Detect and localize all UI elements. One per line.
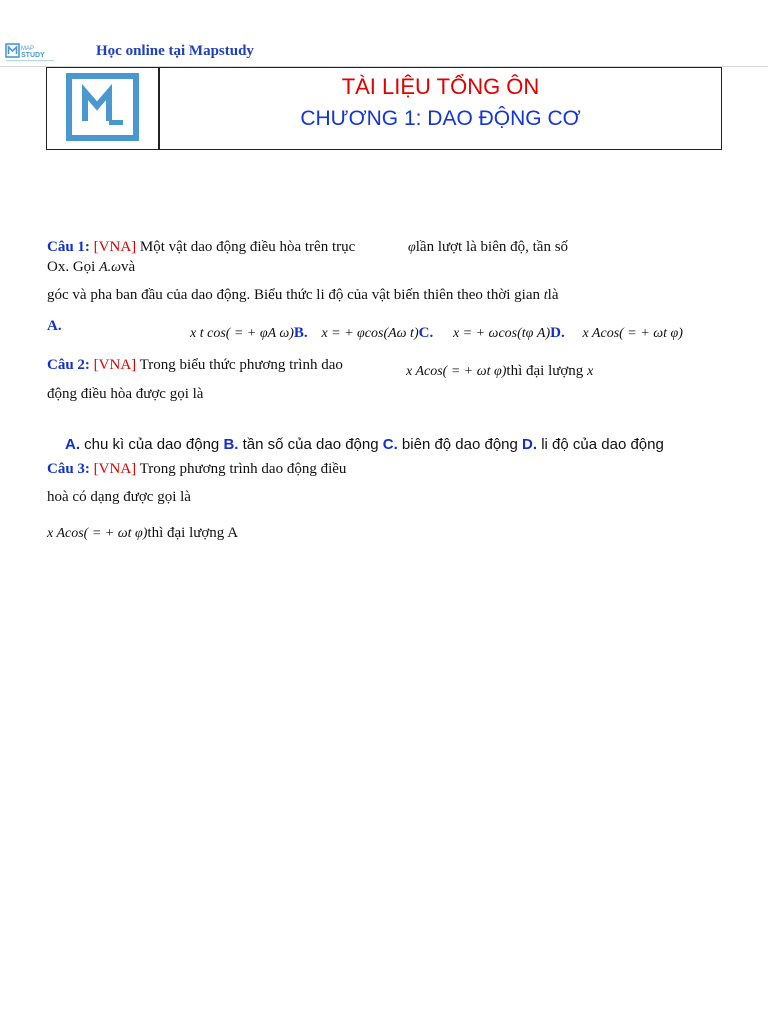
- math-symbol: φ: [408, 240, 416, 255]
- option-a-label: A.: [65, 436, 80, 453]
- mapstudy-logo: [66, 73, 139, 141]
- option-a-text: chu kì của dao động: [84, 436, 220, 453]
- question-2-line-1: [47, 357, 343, 374]
- question-tag: [VNA]: [93, 357, 137, 373]
- title-line-2: CHƯƠNG 1: DAO ĐỘNG CƠ: [300, 107, 581, 130]
- option-b-formula: x = + φcos(Aω t): [321, 326, 419, 341]
- question-number: Câu 3:: [47, 461, 90, 477]
- question-number: Câu 2:: [47, 357, 90, 373]
- question-tag: [VNA]: [93, 461, 137, 477]
- option-d-text: li độ của dao động: [541, 436, 664, 453]
- question-number: Câu 1:: [47, 239, 90, 255]
- svg-text:STUDY: STUDY: [21, 52, 45, 59]
- question-3-line-1: [47, 461, 346, 478]
- question-text: Một vật dao động điều hòa trên trục: [139, 239, 356, 255]
- question-1-line-1-cont: [408, 239, 568, 256]
- question-text: Ox. Gọi: [47, 259, 96, 275]
- math-symbol: x: [587, 364, 594, 379]
- question-2-formula: [406, 363, 593, 380]
- formula: x Acos( = + ωt φ): [406, 364, 507, 379]
- option-b-text: tần số của dao động: [242, 436, 379, 453]
- mapstudy-small-logo: [5, 42, 59, 64]
- option-c-formula: x = + ωcos(tφ A): [452, 326, 551, 341]
- question-text: lần lượt là biên độ, tần số: [415, 239, 569, 255]
- question-1-line-1: [47, 239, 355, 256]
- title-line-1: TÀI LIỆU TỔNG ÔN: [341, 74, 540, 99]
- question-text: và: [121, 259, 136, 275]
- option-d-label: D.: [522, 436, 538, 453]
- option-a-formula: x t cos( = + φA ω): [190, 326, 294, 341]
- question-2-options: [65, 436, 664, 453]
- question-1-line-2: [47, 259, 135, 276]
- question-text: thì đại lượng: [506, 363, 584, 379]
- option-b-label: B.: [293, 325, 308, 341]
- question-text: là: [547, 287, 559, 303]
- option-c-text: biên độ dao động: [401, 436, 518, 453]
- question-text: Trong phương trình dao động điều: [139, 461, 347, 477]
- option-a-label: A.: [47, 318, 62, 334]
- question-1-options: [190, 325, 683, 342]
- question-3-formula: [47, 525, 238, 542]
- question-3-line-2: hoà có dạng được gọi là: [47, 489, 191, 505]
- brand-text: Học online tại Mapstudy: [96, 43, 254, 59]
- math-symbol: t: [543, 288, 548, 303]
- math-symbol: A.ω: [99, 260, 122, 275]
- option-c-label: C.: [418, 325, 434, 341]
- option-d-formula: x Acos( = + ωt φ): [582, 326, 683, 341]
- question-text: Trong biểu thức phương trình dao: [139, 357, 343, 373]
- question-tag: [VNA]: [93, 239, 137, 255]
- option-d-label: D.: [550, 325, 565, 341]
- question-2-line-2: động điều hòa được gọi là: [47, 386, 204, 402]
- option-b-label: B.: [223, 436, 239, 453]
- question-text: góc và pha ban đầu của dao động. Biểu thức li độ của vật biến thiên theo thời gian: [47, 287, 541, 303]
- option-c-label: C.: [382, 436, 398, 453]
- formula: x Acos( = + ωt φ): [47, 526, 148, 541]
- small-logo-text: MAP: [21, 46, 35, 52]
- question-1-line-3: [47, 287, 558, 304]
- question-text: thì đại lượng A: [147, 525, 239, 541]
